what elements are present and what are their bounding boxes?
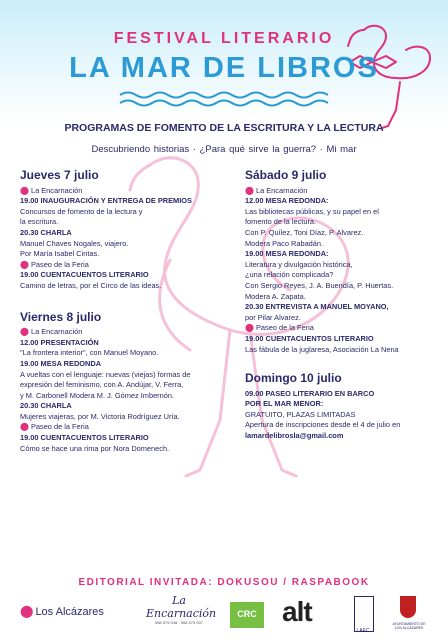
event-desc: ¿una relación complicada? — [245, 270, 334, 280]
venue-line: ⬤ La Encarnación — [20, 327, 83, 337]
program-subtitle: PROGRAMAS DE FOMENTO DE LA ESCRITURA Y LA LECTURA — [64, 122, 384, 134]
event-title: 20.30 ENTREVISTA A MANUEL MOYANO, — [245, 302, 389, 312]
crc-logo: CRC — [230, 602, 264, 628]
location-pin-icon: ⬤ — [20, 259, 29, 269]
event-title: POR EL MAR MENOR: — [245, 399, 324, 409]
venue-line: ⬤ La Encarnación — [245, 185, 308, 195]
wave-decoration — [118, 90, 330, 108]
festival-label: FESTIVAL LITERARIO — [113, 30, 335, 47]
venue-line: ⬤ Paseo de la Feria — [20, 422, 89, 432]
event-desc: Modera A. Zapata. — [245, 291, 306, 301]
event-desc: Manuel Chaves Nogales, viajero. — [20, 238, 129, 248]
event-desc: Literatura y divulgación histórica, — [245, 259, 353, 269]
event-title: 19.00 CUENTACUENTOS LITERARIO — [20, 433, 149, 443]
location-pin-icon: ⬤ — [245, 185, 254, 195]
alt-logo: alt — [282, 596, 312, 627]
event-desc: Por María Isabel Cintas. — [20, 249, 100, 259]
event-desc: y M. Carbonell Modera M. J. Gómez Imbernón. — [20, 390, 175, 400]
event-desc: Las bibliotecas públicas, y su papel en el — [245, 206, 379, 216]
event-title: 19.00 MESA REDONDA: — [245, 249, 329, 259]
festival-title: LA MAR DE LIBROS — [69, 52, 379, 84]
event-desc: fomento de la lectura. — [245, 217, 317, 227]
event-desc: Modera Paco Rabadán. — [245, 238, 324, 248]
program-themes: Descubriendo historias · ¿Para qué sirve la guerra? · Mi mar — [91, 144, 357, 155]
location-pin-icon: ⬤ — [20, 422, 29, 432]
event-title: 09.00 PASEO LITERARIO EN BARCO — [245, 388, 375, 398]
event-desc: la escritura. — [20, 217, 59, 227]
location-pin-icon: ⬤ — [20, 327, 29, 337]
town-crest-icon — [400, 596, 416, 618]
event-desc: Camino de letras, por el Circo de las ideas. — [20, 280, 162, 290]
day-title: Domingo 10 julio — [245, 371, 342, 386]
contact-email[interactable]: lamardelibrosla@gmail.com — [245, 431, 344, 441]
venue-line: ⬤ Paseo de la Feria — [20, 259, 89, 269]
location-pin-icon: ⬤ — [245, 323, 254, 333]
event-desc: Cómo se hace una rima por Nora Domenech. — [20, 443, 170, 453]
event-desc: Apertura de inscripciones desde el 4 de julio en — [245, 420, 401, 430]
event-title: 20.30 CHARLA — [20, 401, 72, 411]
event-desc: "La frontera interior", con Manuel Moyano. — [20, 348, 159, 358]
la-encarnacion-logo: La Encarnación 968 575 048 · 968 575 007 — [146, 594, 217, 625]
sponsor-footer — [0, 592, 448, 640]
event-desc: Con Sergio Reyes, J. A. Buendía, P. Huertas. — [245, 280, 394, 290]
laec-logo — [354, 596, 374, 632]
event-title: 12.00 PRESENTACIÓN — [20, 337, 99, 347]
venue-line: ⬤ Paseo de la Feria — [245, 323, 314, 333]
location-pin-icon: ⬤ — [20, 185, 29, 195]
event-title: 19.00 CUENTACUENTOS LITERARIO — [20, 270, 149, 280]
event-desc: expresión del feminismo, con A. Andújar, V. Ferra, — [20, 380, 184, 390]
los-alcazares-logo: ⬤ Los Alcázares — [20, 604, 104, 618]
event-desc: Concursos de fomento de la lectura y — [20, 206, 143, 216]
day-title: Jueves 7 julio — [20, 168, 99, 182]
location-pin-icon: ⬤ — [20, 604, 34, 618]
day-title: Viernes 8 julio — [20, 309, 102, 324]
event-title: 12.00 MESA REDONDA: — [245, 196, 329, 206]
laec-label: LAEC — [356, 628, 370, 634]
event-desc: Las fábula de la juglaresa, Asociación La Nena — [245, 344, 399, 354]
event-desc: Con P. Quílez, Toni Díaz, P. Alvarez. — [245, 227, 364, 237]
event-title: 19.00 INAUGURACIÓN Y ENTREGA DE PREMIOS — [20, 196, 192, 206]
ayuntamiento-label: AYUNTAMIENTO DE LOS ALCÁZARES — [392, 622, 426, 630]
left-column — [20, 170, 235, 454]
right-column — [245, 170, 445, 442]
event-title: 19.00 MESA REDONDA — [20, 358, 102, 368]
event-desc: Mujeres viajeras, por M. Victoria Rodríguez Uría. — [20, 411, 180, 421]
event-desc: GRATUITO, PLAZAS LIMITADAS — [245, 409, 356, 419]
day-title: Sábado 9 julio — [245, 168, 327, 182]
venue-line: ⬤ La Encarnación — [20, 185, 83, 195]
guest-publisher: EDITORIAL INVITADA: DOKUSOU / RASPABOOK — [78, 577, 370, 588]
event-desc: por Pilar Alvarez. — [245, 312, 301, 322]
event-desc: A vueltas con el lenguaje: nuevas (viejas) formas de — [20, 369, 191, 379]
event-title: 20.30 CHARLA — [20, 227, 72, 237]
event-title: 19.00 CUENTACUENTOS LITERARIO — [245, 333, 374, 343]
